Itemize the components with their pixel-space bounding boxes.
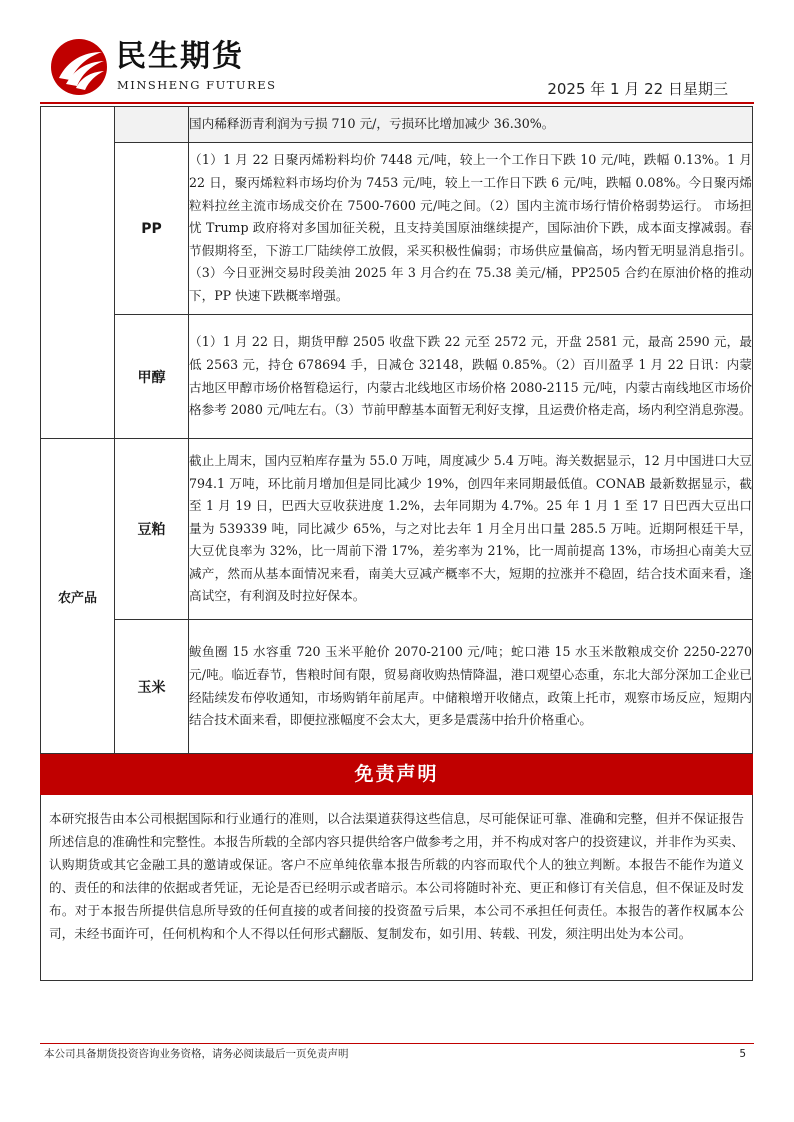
disclaimer-title: 免责声明 bbox=[40, 754, 753, 795]
commodity-text: 国内稀释沥青利润为亏损 710 元/，亏损环比增加减少 36.30%。 bbox=[189, 107, 753, 143]
commodity-name-pp: PP bbox=[115, 143, 189, 315]
commodity-name-cell bbox=[115, 107, 189, 143]
table-row bbox=[41, 620, 753, 754]
table-row bbox=[41, 439, 753, 620]
commodity-table bbox=[40, 106, 753, 754]
page-header bbox=[40, 34, 754, 104]
commodity-text-methanol: （1）1 月 22 日，期货甲醇 2505 收盘下跌 22 元至 2572 元，开盘 2581 元，最高 2590 元，最低 2563 元，持仓 678694 手，日减仓 32148，跌幅 0.85%。（2）百川盈孚 1 月 22 日讯：内蒙古地区甲醇市场价格暂稳运行，内蒙古北线地区市场价格 2080-2115 元/吨，内蒙古南线地区市场价格参考 2080 元/吨左右。（3）节前甲醇基本面暂无利好支撑，且运费价格走高，场内利空消息弥漫。 bbox=[189, 315, 753, 439]
disclaimer-text: 本研究报告由本公司根据国际和行业通行的准则，以合法渠道获得这些信息，尽可能保证可靠、准确和完整，但并不保证报告所述信息的准确性和完整性。本报告所载的全部内容只提供给客户做参考之用，并不构成对客户的投资建议，并非作为买卖、认购期货或其它金融工具的邀请或保证。客户不应单纯依靠本报告所载的内容而取代个人的独立判断。本报告不能作为道义的、责任的和法律的依据或者凭证，无论是否已经明示或者暗示。本公司将随时补充、更正和修订有关信息，但不保证及时发布。对于本报告所提供信息所导致的任何直接的或者间接的投资盈亏后果，本公司不承担任何责任。本报告的著作权属本公司，未经书面许可，任何机构和个人不得以任何形式翻版、复制发布，如引用、转载、刊发，须注明出处为本公司。 bbox=[40, 795, 753, 981]
logo-english-name: MINSHENG FUTURES bbox=[117, 78, 277, 92]
page-number: 5 bbox=[739, 1048, 746, 1060]
commodity-text-corn: 鲅鱼圈 15 水容重 720 玉米平舱价 2070-2100 元/吨；蛇口港 15 水玉米散粮成交价 2250-2270 元/吨。临近春节，售粮时间有限，贸易商收购热情降温，港口观望心态重，东北大部分深加工企业已经陆续发布停收通知，市场购销年前尾声。中储粮增开收储点，政策上托市，观察市场反应，短期内结合技术面来看，即便拉涨幅度不会太大，更多是震荡中抬升价格重心。 bbox=[189, 620, 753, 754]
footer-note: 本公司具备期货投资咨询业务资格，请务必阅读最后一页免责声明 bbox=[44, 1048, 349, 1060]
table-row bbox=[41, 107, 753, 143]
category-cell bbox=[41, 107, 115, 439]
header-divider bbox=[40, 102, 754, 104]
commodity-name-corn: 玉米 bbox=[115, 620, 189, 754]
report-date: 2025 年 1 月 22 日星期三 bbox=[547, 80, 728, 98]
footer-divider bbox=[40, 1043, 754, 1044]
category-agri: 农产品 bbox=[41, 439, 115, 754]
table-row bbox=[41, 143, 753, 315]
table-row bbox=[41, 315, 753, 439]
minsheng-logo-icon bbox=[50, 38, 108, 96]
commodity-text-pp: （1）1 月 22 日聚丙烯粉料均价 7448 元/吨，较上一个工作日下跌 10 元/吨，跌幅 0.13%。1 月 22 日，聚丙烯粒料市场均价为 7453 元/吨，较上一工作日下跌 6 元/吨，跌幅 0.08%。今日聚丙烯粒料拉丝主流市场成交价在 7500-7600 元/吨之间。（2）国内主流市场行情价格弱势运行。 市场担忧 Trump 政府将对多国加征关税，且支持美国原油继续提产，国际油价下跌，成本面支撑减弱。春节假期将至，下游工厂陆续停工放假，采买积极性偏弱；市场供应量偏高，场内暂无明显消息指引。（3）今日亚洲交易时段美油 2025 年 3 月合约在 75.38 美元/桶，PP2505 合约在原油价格的推动下，PP 快速下跌概率增强。 bbox=[189, 143, 753, 315]
commodity-text-soymeal: 截止上周末，国内豆粕库存量为 55.0 万吨，周度减少 5.4 万吨。海关数据显示，12 月中国进口大豆 794.1 万吨，环比前月增加但是同比减少 19%，创四年来同期最低值。CONAB 最新数据显示，截至 1 月 19 日，巴西大豆收获进度 1.2%，去年同期为 4.7%。25 年 1 月 1 至 17 日巴西大豆出口量为 539339 吨，同比减少 65%，与之对比去年 1 月全月出口量 285.5 万吨。近期阿根廷干旱，大豆优良率为 32%，比一周前下滑 17%，差劣率为 21%，比一周前提高 13%，市场担心南美大豆减产，然而从基本面情况来看，南美大豆减产概率不大，短期的拉涨并不稳固，结合技术面来看，逢高试空，有利润及时拉好保本。 bbox=[189, 439, 753, 620]
logo-chinese-name: 民生期货 bbox=[116, 39, 244, 74]
commodity-name-soymeal: 豆粕 bbox=[115, 439, 189, 620]
commodity-name-methanol: 甲醇 bbox=[115, 315, 189, 439]
